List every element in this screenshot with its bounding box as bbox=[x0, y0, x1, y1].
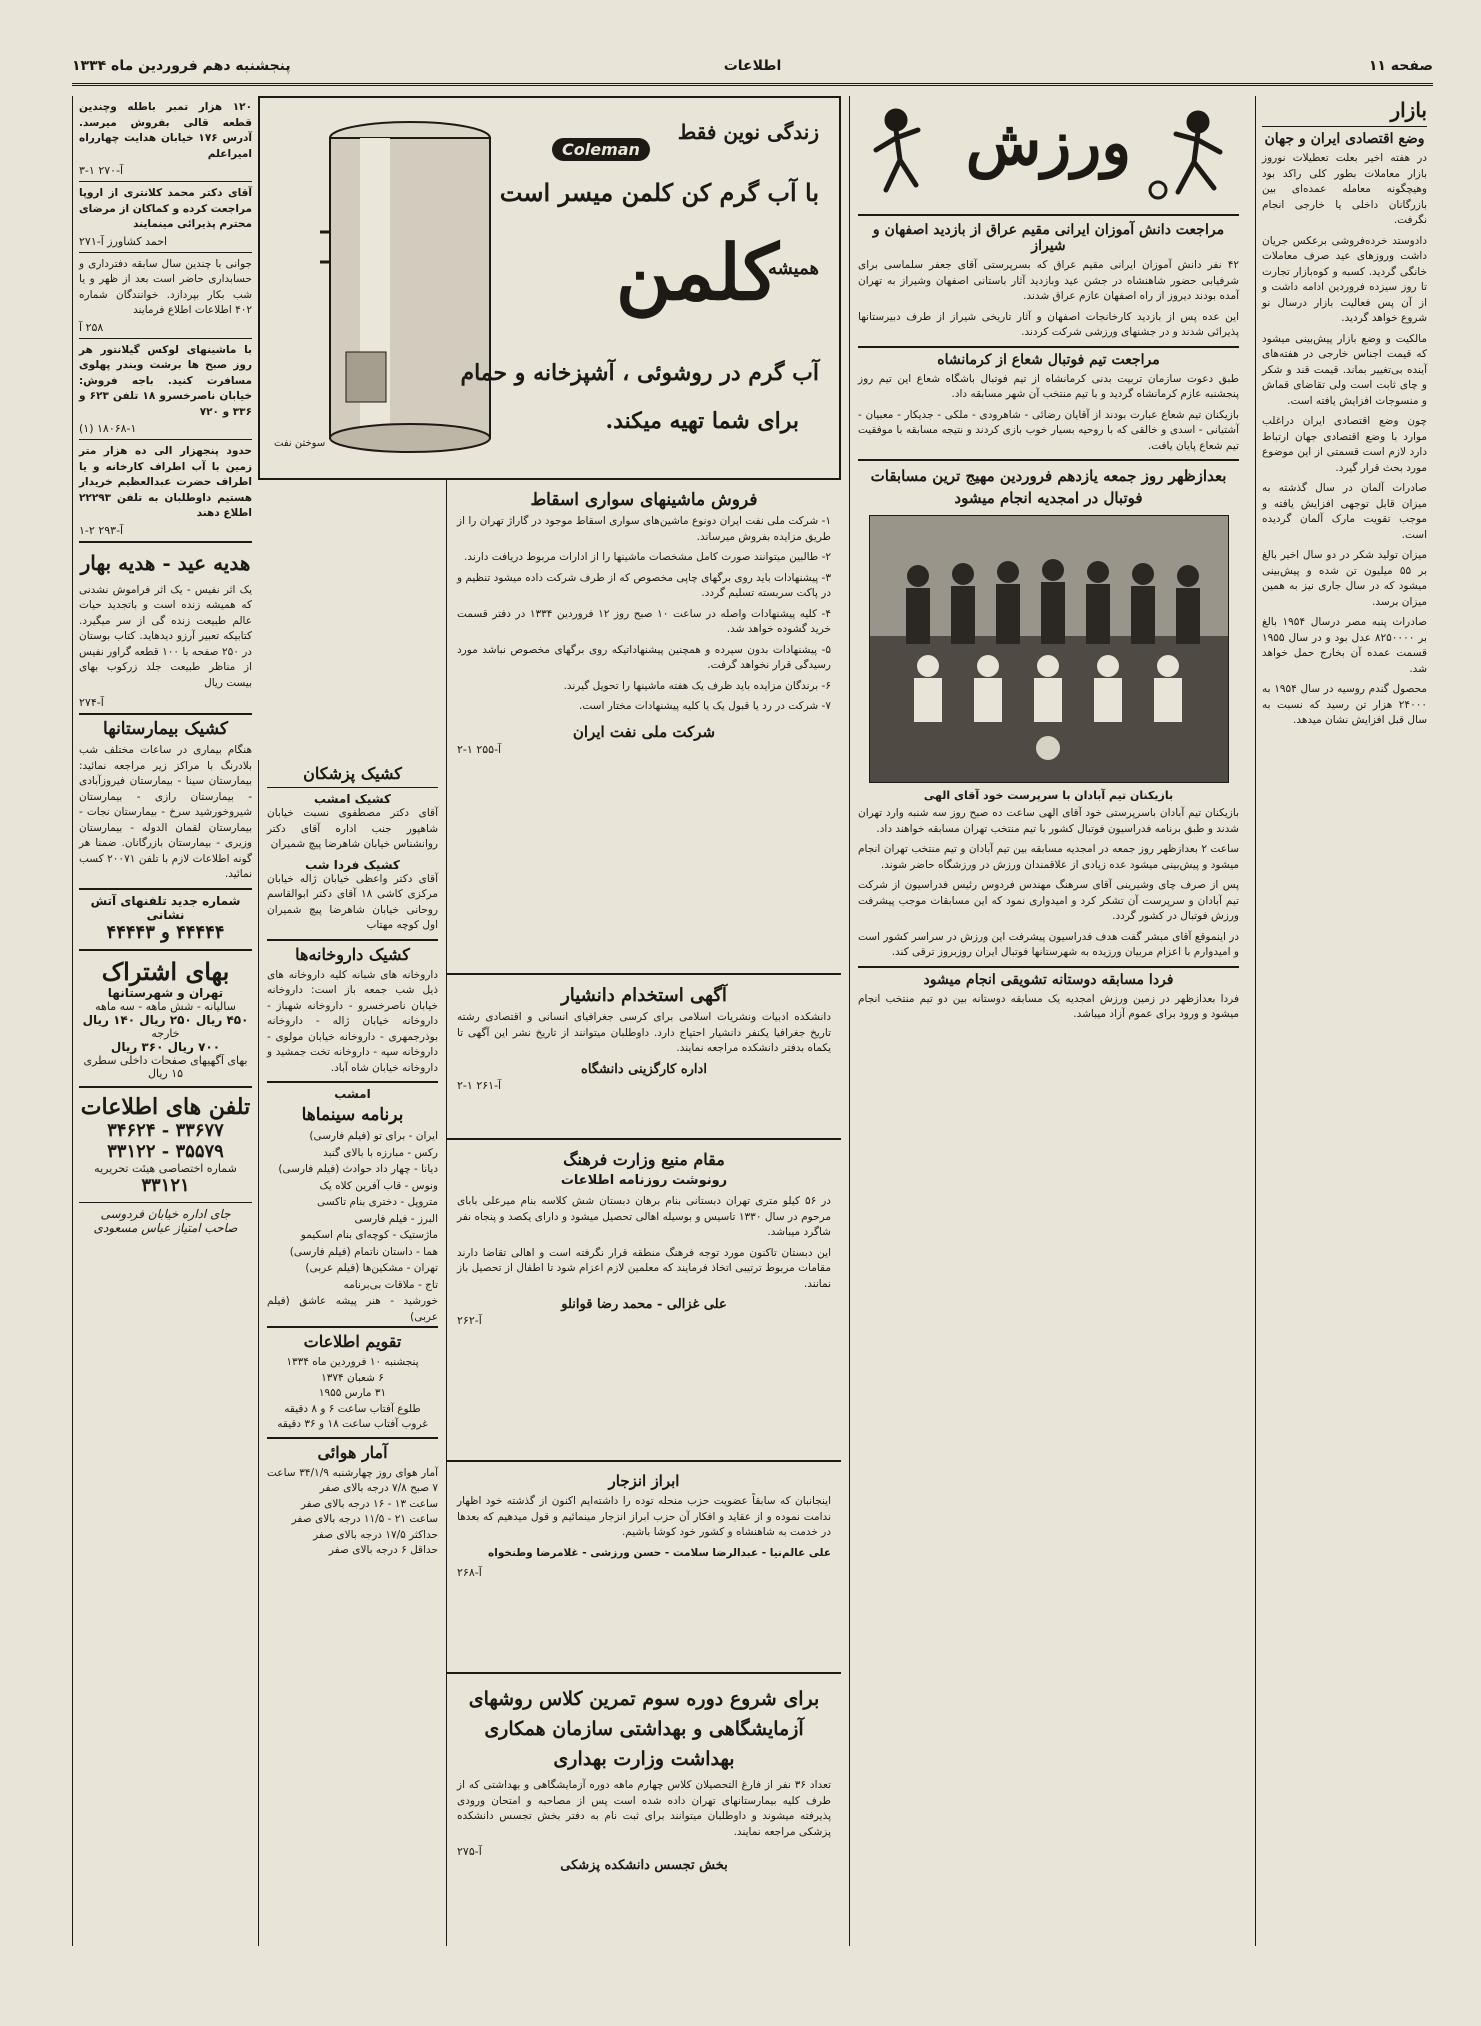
classified-code: احمد کشاورز آ-۲۷۱ bbox=[79, 234, 168, 248]
weather-row: آمار هوای روز چهارشنبه ۳۴/۱/۹ ساعت ۷ صبح ۷/۸ درجه بالای صفر bbox=[267, 1466, 438, 1494]
doctors-tomorrow-text: آقای دکتر واعظی خیابان ژاله خیابان مرکزی کاشی ۱۸ آقای دکتر ابوالقاسم روحانی خیابان شاهرضا پیچ شمیران اول کوچه مهتاب bbox=[267, 872, 438, 931]
gift-headline: هدیه عید - هدیه بهار bbox=[80, 550, 251, 575]
weather-row: حداکثر ۱۷/۵ درجه بالای صفر bbox=[313, 1528, 438, 1541]
bazaar-column bbox=[1255, 96, 1433, 1946]
coleman-always: همیشه bbox=[767, 258, 819, 279]
phones-title: تلفن های اطلاعات bbox=[80, 1093, 251, 1120]
oil-ad-item: ۶- برندگان مزایده باید ظرف یک هفته ماشینها را تحویل گیرند. bbox=[563, 679, 831, 692]
oil-ad-code: آ-۲۵۵ ۱-۲ bbox=[457, 742, 502, 756]
sport-paragraph: این عده پس از بازدید کارخانجات اصفهان و آثار تاریخی شیراز از طرف دبیرستانها پذیرائی شدند و در جشنهای ورزشی شرکت کردند. bbox=[858, 310, 1239, 338]
oil-ad-item: ۵- پیشنهادات بدون سپرده و همچنین پیشنهاداتیکه روی برگهای مخصوص نباشد مورد رسیدگی قرار نخواهد گرفت. bbox=[457, 643, 831, 671]
classified-ad bbox=[79, 253, 252, 339]
photo-caption: بازیکنان تیم آبادان با سرپرست خود آقای الهی bbox=[923, 789, 1174, 802]
cinema-item: ماژستیک - کوچه‌ای بنام اسکیمو bbox=[300, 1229, 438, 1241]
calendar-headline: تقویم اطلاعات bbox=[303, 1332, 402, 1351]
classified-text: ۱۲۰ هزار تمبر باطله وچندین قطعه قالی بفروش میرسد. آدرس ۱۷۶ خیابان هدایت چهارراه امیراعلم bbox=[79, 101, 252, 160]
subscription-line: بهای آگهیهای صفحات داخلی سطری ۱۵ ریال bbox=[83, 1053, 248, 1080]
classified-text: حدود پنجهزار الی ده هزار متر زمین با آب اطراف کارخانه و یا اطراف حضرت عبدالعظیم خریدار هستیم داوطلبان به تلفن ۲۲۲۹۳ اطلاع دهند bbox=[79, 445, 252, 519]
coleman-side-note: سوختن نفت bbox=[274, 438, 326, 449]
weather-headline: آمار هوائی bbox=[317, 1442, 388, 1462]
oil-ad-item: ۴- کلیه پیشنهادات واصله در ساعت ۱۰ صبح روز ۱۲ فروردین ۱۳۳۴ در دفتر قسمت خرید گشوده خواهد شد. bbox=[457, 607, 831, 635]
bazaar-paragraph: مالکیت و وضع بازار پیش‌بینی میشود که قیمت اجناس خارجی در هفته‌های آینده بی‌تغییر بماند. قیمت قند و شکر و چای ثابت است ولی تقاضای قماش و منسوجات افزایش یافته است. bbox=[1262, 332, 1427, 407]
water-heater-illustration bbox=[290, 112, 530, 472]
subscription-title: بهای اشتراک bbox=[101, 956, 230, 986]
classified-text: آقای دکتر محمد کلانتری از اروپا مراجعت کرده و کماکان از مرضای محترم پذیرائی مینمایند bbox=[79, 187, 252, 230]
sport-paragraph: فردا بعدازظهر در زمین ورزش امجدیه یک مسابقه دوستانه بین دو تیم منتخب انجام میشود و ورود برای عموم آزاد میباشد. bbox=[858, 992, 1239, 1020]
coleman-line2: آب گرم در روشوئی ، آشپزخانه و حمام bbox=[460, 360, 819, 386]
cinema-item: تاج - ملاقات بی‌برنامه bbox=[343, 1278, 438, 1291]
sport-column bbox=[849, 96, 1247, 1946]
page-header bbox=[72, 52, 1433, 86]
university-ad-signature: اداره کارگزینی دانشگاه bbox=[581, 1061, 707, 1077]
sport-headline: فردا مسابقه دوستانه تشویقی انجام میشود bbox=[923, 971, 1174, 988]
fire-dept-label: شماره جدید تلفنهای آتش نشانی bbox=[90, 893, 241, 922]
coleman-brand: کلمن bbox=[615, 228, 779, 317]
fire-dept-number: ۴۴۴۴۴ و ۴۴۴۴۳ bbox=[106, 921, 225, 943]
sport-masthead bbox=[858, 96, 1239, 216]
culture-letter-subhead: رونوشت روزنامه اطلاعات bbox=[560, 1173, 728, 1188]
oil-ad-item: ۳- پیشنهادات باید روی برگهای چاپی مخصوص که از طرف شرکت داده میشود تنظیم و در پاکت سربسته تسلیم گردد. bbox=[457, 571, 831, 599]
weather-row: حداقل ۶ درجه بالای صفر bbox=[328, 1544, 438, 1556]
sport-headline: مراجعت تیم فوتبال شعاع از کرمانشاه bbox=[937, 351, 1160, 368]
oil-company-ad bbox=[446, 480, 841, 975]
phones-footer: جای اداره خیابان فردوسی bbox=[79, 1202, 252, 1221]
sport-paragraph: در اینموقع آقای مبشر گفت هدف فدراسیون پیشرفت این ورزش در سراسر کشور است و امیدوارم با اعزام مربیان ورزیده به شهرستانها فوتبال ایران روزبروز ترقی کند. bbox=[858, 930, 1239, 958]
coleman-line3: برای شما تهیه میکند. bbox=[605, 408, 799, 434]
training-ad-code: آ-۲۷۵ bbox=[457, 1845, 482, 1858]
cinema-item: ونوس - قاب آفرین کلاه یک bbox=[319, 1179, 438, 1192]
university-ad-code: آ-۲۶۱ ۱-۲ bbox=[457, 1078, 502, 1092]
bazaar-paragraph: چون وضع اقتصادی ایران دراغلب موارد با وضع اقتصادی جهان ارتباط دارد لازم است قسمتی از این موضوع مورد بحث قرار گیرد. bbox=[1262, 415, 1427, 474]
cinema-headline: برنامه سینماها bbox=[301, 1105, 404, 1125]
sport-headline: مراجعت دانش آموزان ایرانی مقیم عراق از بازدید اصفهان و شیراز bbox=[872, 222, 1225, 254]
subscription-line: سالیانه - شش ماهه - سه ماهه bbox=[95, 999, 236, 1013]
culture-letter-paragraph: این دبستان تاکنون مورد توجه فرهنگ منطقه قرار نگرفته است و اهالی تقاضا دارند مقامات مربوط ترتیبی اتخاذ فرمایند که معلمین لازم اعزام شود تا اطفال از تحصیل باز نمانند. bbox=[457, 1246, 831, 1290]
weather-row: ساعت ۲۱ - ۱۱/۵ درجه بالای صفر bbox=[291, 1513, 438, 1525]
sport-paragraph: پس از صرف چای وشیرینی آقای سرهنگ مهندس فردوس رئیس فدراسیون از شرکت تیم آبادان و سرپرست آن تشکر کرد و امیدواری نمود که این مسابقات موجب پیشرفت ورزش فوتبال در کشور گردد. bbox=[858, 879, 1239, 922]
cinema-item: متروپل - دختری بنام تاکسی bbox=[316, 1196, 438, 1208]
classified-code: آ-۲۷۰ ۱-۳ bbox=[79, 164, 124, 177]
cinema-item: تهران - مشکین‌ها (فیلم عربی) bbox=[305, 1262, 438, 1274]
phones-line: ۳۳۱۲۱ bbox=[141, 1174, 190, 1196]
gift-code: آ-۲۷۴ bbox=[79, 696, 252, 715]
classified-code: آ-۲۹۳ ۲-۱ bbox=[79, 523, 124, 537]
issue-date: پنجشنبه دهم فروردین ماه ۱۳۳۴ bbox=[72, 58, 291, 74]
classified-code: ۲۵۸ آ bbox=[79, 320, 104, 334]
weather-row: ساعت ۱۳ - ۱۶ درجه بالای صفر bbox=[300, 1497, 438, 1510]
phones-line: ۳۳۶۷۷ - ۳۴۶۲۴ bbox=[107, 1119, 224, 1141]
hospitals-headline: کشیک بیمارستانها bbox=[103, 719, 228, 739]
calendar-row: پنجشنبه ۱۰ فروردین ماه ۱۳۳۴ bbox=[286, 1356, 419, 1368]
doctors-tonight-text: آقای دکتر مصطفوی نسبت خیابان شاهپور جنب اداره آقای دکتر روانشناس خیابان شاهرضا پیچ شمیران bbox=[267, 807, 438, 850]
subscription-line: ۴۵۰ ریال ۲۵۰ ریال ۱۴۰ ریال bbox=[82, 1012, 249, 1027]
university-ad bbox=[446, 975, 841, 1140]
oil-ad-signature: شرکت ملی نفت ایران bbox=[572, 722, 716, 741]
disavowal-notice bbox=[446, 1462, 841, 1674]
university-ad-body: دانشکده ادبیات ونشریات اسلامی برای کرسی جغرافیای انسانی و اقتصادی رشته تاریخ جغرافیا یکنفر دانشیار احتیاج دارد. داوطلبان میتوانند از تاریخ نشر این آگهی تا یکماه بدفتر دانشکده مراجعه نمایند. bbox=[457, 1011, 831, 1054]
team-photo-figures bbox=[869, 516, 1228, 783]
services-column bbox=[258, 760, 446, 1946]
classified-code: ۱۸۰۶۸-۱ (۱) bbox=[79, 422, 137, 435]
pharmacies-headline: کشیک داروخانه‌ها bbox=[295, 944, 410, 964]
phones-footer: صاحب امتیاز عباس مسعودی bbox=[93, 1220, 238, 1235]
phones-line: شماره اختصاصی هیئت تحریریه bbox=[94, 1161, 237, 1175]
coleman-logo-tag: Coleman bbox=[552, 138, 650, 161]
calendar-row: طلوع آفتاب ساعت ۶ و ۸ دقیقه bbox=[284, 1402, 421, 1415]
page-number: صفحه ۱۱ bbox=[1368, 58, 1433, 74]
newspaper-name: اطلاعات bbox=[723, 58, 782, 74]
calendar-row: غروب آفتاب ساعت ۱۸ و ۳۶ دقیقه bbox=[277, 1418, 428, 1430]
cinema-item: ایران - برای تو (فیلم فارسی) bbox=[309, 1130, 438, 1142]
bazaar-paragraph: میزان تولید شکر در دو سال اخیر بالغ بر ۵۵ میلیون تن شده و پیش‌بینی میشود که در سال جاری نیز به همین میزان برسد. bbox=[1262, 549, 1427, 608]
cinema-pre: امشب bbox=[334, 1087, 371, 1101]
university-ad-headline: آگهی استخدام دانشیار bbox=[561, 985, 727, 1006]
training-ad-body: تعداد ۳۶ نفر از فارغ التحصیلان کلاس چهارم ماهه دوره آزمایشگاهی و بهداشتی که از طرف کلیه بیمارستانهای تهران داده شده است پس از مصاحبه و امتحان ورودی پذیرفته میشوند و داوطلبان میتوانند برای ثبت نام به دفتر بخش تجسس دانشکده پزشکی مراجعه نمایند. bbox=[457, 1779, 831, 1838]
training-ad bbox=[446, 1674, 841, 1946]
classifieds-column bbox=[72, 96, 258, 1946]
disavowal-text: اینجانبان که سابقاً عضویت حزب منحله توده را داشته‌ایم اکنون از گذشته خود اظهار ندامت نموده و از عقاید و افکار آن حزب ابراز انزجار مینمائیم و قول میدهیم که بعدها در خدمت به شاهنشاه و کشور خود کوشا باشیم. bbox=[457, 1495, 831, 1538]
oil-ad-item: ۲- طالبین میتوانند صورت کامل مشخصات ماشینها را از ادارات مربوط دریافت دارند. bbox=[464, 551, 831, 563]
culture-letter bbox=[446, 1140, 841, 1462]
sport-paragraph: طبق دعوت سازمان تربیت بدنی کرمانشاه از تیم فوتبال باشگاه شعاع این تیم روز پنجشنبه عازم کرمانشاه گردید و با تیم منتخب آن شهر مسابقه داد. bbox=[858, 372, 1239, 400]
classified-text: جوانی با چندین سال سابقه دفترداری و حسابداری حاضر است بعد از ظهر و یا شب بکار بپردازد. خوانندگان شماره ۴۰۲ اطلاعات اطلاع فرمایند bbox=[79, 257, 252, 316]
sport-headline: بعدازظهر روز جمعه یازدهم فروردین مهیج ترین مسابقات فوتبال در امجدیه انجام میشود bbox=[870, 467, 1227, 507]
doctors-tonight-label: کشیک امشب bbox=[313, 792, 391, 806]
calendar-row: ۳۱ مارس ۱۹۵۵ bbox=[318, 1387, 387, 1399]
cinema-item: البرز - فیلم فارسی bbox=[354, 1212, 438, 1225]
subscription-box bbox=[79, 949, 252, 1088]
ball-icon bbox=[1150, 182, 1166, 198]
phones-box bbox=[79, 1088, 252, 1241]
doctors-on-call-headline: کشیک پزشکان bbox=[267, 764, 438, 788]
oil-ad-item: ۱- شرکت ملی نفت ایران دونوع ماشین‌های سواری اسقاط موجود در گاراژ تهران را از طریق مزایده بفروش میرساند. bbox=[457, 515, 831, 543]
classified-ad bbox=[79, 339, 252, 441]
disavowal-headline: ابراز انزجار bbox=[608, 1472, 680, 1490]
classified-ad bbox=[79, 96, 252, 182]
sport-paragraph: ۴۲ نفر دانش آموزان ایرانی مقیم عراق که بسرپرستی آقای جعفر سلماسی برای شرفیابی حضور شاهنشاه در جشن عید وبازدید آثار باستانی اصفهان وشیراز به تهران آمده بودند دیروز از راه اصفهان عازم عراق شدند. bbox=[858, 259, 1239, 302]
bazaar-paragraph: صادرات پنبه مصر درسال ۱۹۵۴ بالغ بر ۸۲۵۰۰۰۰ عدل بود و در سال ۱۹۵۵ قسمت عمده آن بخارج حمل خواهد شد. bbox=[1262, 616, 1427, 675]
culture-letter-paragraph: در ۵۶ کیلو متری تهران دبستانی بنام برهان دبستان شش کلاسه بنام میرعلی بابای مرحوم در سال ۱۳۳۰ تاسیس و بوسیله اهالی تحصیل میشود و دارای یکصد و پنجاه نفر شاگرد میباشد. bbox=[457, 1195, 831, 1238]
classified-ad bbox=[79, 440, 252, 543]
sport-title: ورزش bbox=[965, 106, 1132, 179]
calendar-row: ۶ شعبان ۱۳۷۴ bbox=[321, 1371, 384, 1384]
bazaar-paragraph: صادرات آلمان در سال گذشته به میزان قابل توجهی افزایش یافته و موجب تقویت مارک آلمان گردیده است. bbox=[1262, 482, 1427, 541]
cinema-item: رکس - مبارزه با بالای گنبد bbox=[323, 1146, 438, 1159]
pharmacies-text: داروخانه های شبانه کلیه داروخانه های ذیل شب جمعه باز است: داروخانه خیابان ناصرخسرو - داروخانه شهباز - داروخانه خیابان ژاله - داروخانه بوذرجمهری - داروخانه خیابان مولوی - داروخانه سپه - داروخانه تخت جمشید و داروخانه خیابان شاه آباد. bbox=[267, 968, 438, 1074]
bazaar-headline: وضع اقتصادی ایران و جهان bbox=[1264, 131, 1425, 147]
team-photo bbox=[869, 515, 1229, 783]
subscription-line: خارجه bbox=[151, 1026, 180, 1040]
cinema-item: هما - داستان ناتمام (فیلم فارسی) bbox=[289, 1245, 438, 1258]
phones-line: ۳۵۵۷۹ - ۳۳۱۲۲ bbox=[107, 1140, 224, 1162]
subscription-line: ۷۰۰ ریال ۳۶۰ ریال bbox=[110, 1039, 221, 1054]
classified-text: با ماشینهای لوکس گیلانتور هر روز صبح ها برشت وبندر پهلوی مسافرت کنید. باجه فروش: خیابان ناصرخسرو ۱۸ تلفن ۶۲۳ و ۳۳۶ و ۷۲۰ bbox=[79, 343, 253, 418]
bazaar-paragraph: در هفته اخیر بعلت تعطیلات نوروز بازار معاملات بطور کلی راکد بود وهیچگونه معامله عمده‌ای بین بازرگانان داخلی یا خارجی انجام نگرفت. bbox=[1262, 152, 1427, 226]
cinema-item: خورشید - هنر پیشه عاشق (فیلم عربی) bbox=[267, 1295, 438, 1323]
bazaar-paragraph: دادوستد خرده‌فروشی برعکس جریان داشت وروزهای عید صرف معاملات خانگی گردید. کسبه و کوه‌بازار تجارت تا روز سیزده فروردین ادامه داشت و از آن پس فعالیت بازار درسال نو شروع خواهد گردید. bbox=[1262, 234, 1427, 324]
sport-paragraph: بازیکنان تیم شعاع عبارت بودند از آقایان رضائی - شاهرودی - ملکی - جدیکار - معبیان - آشتیانی - اسدی و خالقی که با روحیه بسیار خوب بازی کردند و نتیجه مسابقه با موفقیت تیم شعاع پایان یافت. bbox=[858, 408, 1239, 452]
culture-letter-signature: علی غزالی - محمد رضا قوانلو bbox=[561, 1297, 727, 1312]
sport-paragraph: بازیکنان تیم آبادان باسرپرستی خود آقای الهی ساعت ده صبح روز سه شنبه وارد تهران شدند و طبق برنامه فدراسیون فوتبال کشور با تیم منتخب تهران مسابقه خواهند داد. bbox=[858, 807, 1239, 835]
culture-letter-code: آ-۲۶۲ bbox=[457, 1314, 482, 1327]
cinema-item: دیانا - چهار داد حوادث (فیلم فارسی) bbox=[278, 1163, 438, 1175]
classified-ad bbox=[79, 182, 252, 253]
hospitals-text: هنگام بیماری در ساعات مختلف شب بلادرنگ با مراکز زیر مراجعه نمائید: بیمارستان سینا - بیمارستان فیروزآبادی - بیمارستان رازی - بیمارستان شیروخورشید سرخ - بیمارستان نجات - بیمارستان لقمان الدوله - بیمارستان وزیری - بیمارستان بازرگانان. ضمنا هر گونه اطلاعات لازم با تلفن ۲۰۰۷۱ کسب نمائید. bbox=[79, 744, 252, 880]
doctors-tomorrow-label: کشیک فردا شب bbox=[305, 857, 400, 872]
culture-letter-headline: مقام منیع وزارت فرهنگ bbox=[563, 1150, 725, 1169]
training-ad-signature: بخش تجسس دانشکده پزشکی bbox=[560, 1858, 728, 1873]
coleman-line1: با آب گرم کن کلمن میسر است bbox=[499, 178, 819, 207]
coleman-ad bbox=[258, 96, 841, 480]
ball-icon bbox=[1036, 736, 1060, 760]
training-ad-headline: برای شروع دوره سوم تمرین کلاس روشهای آزمایشگاهی و بهداشتی سازمان همکاری بهداشت وزارت بهداری bbox=[468, 1688, 820, 1770]
sport-paragraph: ساعت ۲ بعدازظهر روز جمعه در امجدیه مسابقه بین تیم آبادان و تیم منتخب تهران انجام میشود و پیش‌بینی میشود عده زیادی از علاقمندان ورزش در ورزشگاه حاضر شوند. bbox=[858, 843, 1239, 871]
disavowal-names: علی عالم‌نیا - عبدالرضا سلامت - حسن ورزشی - غلامرضا وطنخواه bbox=[488, 1546, 831, 1559]
oil-ad-headline: فروش ماشینهای سواری اسقاط bbox=[530, 490, 758, 510]
gift-text: یک اثر نفیس - یک اثر فراموش نشدنی که همیشه زنده است و باتجدید حیات عالم طبیعت زنده گی از سر میگیرد. کتابیکه تعبیر آرزو دیدهاید. کتاب بوستان در ۲۵۰ صفحه با ۱۰۰ قطعه گراور نفیس از مناظر طبیعت جلد زرکوب بهای بیست ریال bbox=[79, 583, 252, 689]
disavowal-code: آ-۲۶۸ bbox=[457, 1566, 482, 1579]
bazaar-paragraph: محصول گندم روسیه در سال ۱۹۵۴ به ۲۴۰۰۰ هزار تن رسید که نسبت به سال قبل افزایش نشان میدهد. bbox=[1262, 683, 1428, 726]
bazaar-section-title: بازار bbox=[1262, 96, 1427, 127]
oil-ad-item: ۷- شرکت در رد یا قبول یک یا کلیه پیشنهادات مختار است. bbox=[579, 700, 831, 712]
subscription-line: تهران و شهرستانها bbox=[107, 985, 224, 1000]
coleman-tagline: زندگی نوین فقط bbox=[677, 120, 819, 144]
